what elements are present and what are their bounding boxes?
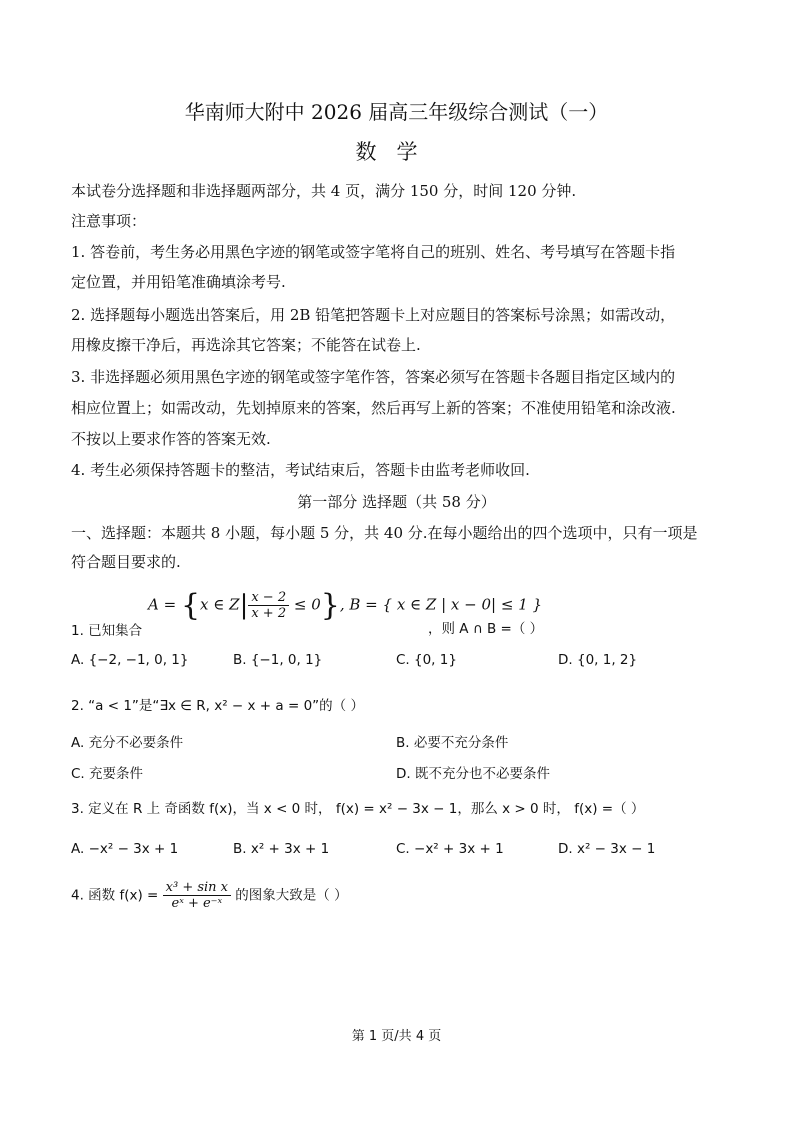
right-brace-icon: } bbox=[320, 588, 340, 623]
q1-label: 1. 已知集合 bbox=[71, 623, 143, 639]
section-instruction-b: 符合题目要求的. bbox=[71, 553, 181, 571]
q2-option-c: C. 充要条件 bbox=[71, 766, 144, 782]
q4-frac-num: x³ + sin x bbox=[163, 880, 231, 896]
q4-tail: 的图象大致是（ ） bbox=[231, 887, 348, 904]
divider-bar-icon: | bbox=[239, 590, 249, 621]
q1-fraction bbox=[248, 590, 289, 621]
intro-line: 本试卷分选择题和非选择题两部分，共 4 页，满分 150 分，时间 120 分钟. bbox=[71, 182, 577, 200]
subject-title: 数学 bbox=[355, 140, 438, 164]
q1-option-b: B. {−1, 0, 1} bbox=[233, 652, 323, 668]
notice-2a: 2. 选择题每小题选出答案后，用 2B 铅笔把答题卡上对应题目的答案标号涂黑；如需改动， bbox=[71, 306, 676, 324]
q1-set-a-tail: ≤ 0 bbox=[289, 595, 321, 614]
q1-set-a-cond: x ∈ Z bbox=[200, 595, 240, 614]
q4-fraction bbox=[163, 880, 231, 911]
notice-2b: 用橡皮擦干净后，再选涂其它答案；不能答在试卷上. bbox=[71, 336, 421, 354]
notice-4: 4. 考生必须保持答题卡的整洁，考试结束后，答题卡由监考老师收回. bbox=[71, 461, 530, 479]
q4-text bbox=[71, 880, 348, 911]
q3-option-b: B. x² + 3x + 1 bbox=[233, 841, 330, 857]
exam-title: 华南师大附中 2026 届高三年级综合测试（一） bbox=[184, 100, 609, 124]
q1-frac-num: x − 2 bbox=[248, 590, 289, 606]
q1-frac-den: x + 2 bbox=[251, 606, 287, 621]
q4-frac-den: eˣ + e⁻ˣ bbox=[171, 896, 223, 911]
section-title: 第一部分 选择题（共 58 分） bbox=[297, 493, 496, 511]
q2-option-b: B. 必要不充分条件 bbox=[396, 735, 509, 751]
q1-set-a-left: A = bbox=[148, 595, 181, 614]
notice-1b: 定位置，并用铅笔准确填涂考号. bbox=[71, 273, 286, 291]
notice-3b: 相应位置上；如需改动，先划掉原来的答案，然后再写上新的答案；不准使用铅笔和涂改液. bbox=[71, 399, 676, 417]
q1-then: ，则 A ∩ B =（ ） bbox=[428, 621, 544, 637]
notice-3c: 不按以上要求作答的答案无效. bbox=[71, 430, 271, 448]
q3-option-c: C. −x² + 3x + 1 bbox=[396, 841, 504, 857]
q1-option-a: A. {−2, −1, 0, 1} bbox=[71, 652, 189, 668]
q3-option-a: A. −x² − 3x + 1 bbox=[71, 841, 179, 857]
notice-1a: 1. 答卷前，考生务必用黑色字迹的钢笔或签字笔将自己的班别、姓名、考号填写在答题卡指 bbox=[71, 243, 676, 261]
left-brace-icon: { bbox=[180, 588, 201, 623]
notice-label: 注意事项： bbox=[71, 212, 147, 230]
notice-3a: 3. 非选择题必须用黑色字迹的钢笔或签字笔作答，答案必须写在答题卡各题目指定区域内的 bbox=[71, 368, 676, 386]
q2-option-a: A. 充分不必要条件 bbox=[71, 735, 184, 751]
page-footer: 第 1 页/共 4 页 bbox=[351, 1029, 442, 1044]
q3-text: 3. 定义在 R 上 奇函数 f(x)，当 x < 0 时， f(x) = x² − 3x − 1，那么 x > 0 时， f(x) =（ ） bbox=[71, 801, 645, 817]
q2-text: 2. “a < 1”是“∃x ∈ R, x² − x + a = 0”的（ ） bbox=[71, 698, 364, 714]
q1-option-c: C. {0, 1} bbox=[396, 652, 457, 668]
q1-option-d: D. {0, 1, 2} bbox=[558, 652, 638, 668]
q4-label: 4. 函数 f(x) = bbox=[71, 887, 163, 904]
section-instruction-a: 一、选择题：本题共 8 小题，每小题 5 分，共 40 分.在每小题给出的四个选项中，只有一项是 bbox=[71, 524, 698, 542]
q3-option-d: D. x² − 3x − 1 bbox=[558, 841, 656, 857]
q1-set-b: , B = { x ∈ Z | x − 0| ≤ 1 } bbox=[339, 595, 543, 614]
q2-option-d: D. 既不充分也不必要条件 bbox=[396, 766, 550, 782]
